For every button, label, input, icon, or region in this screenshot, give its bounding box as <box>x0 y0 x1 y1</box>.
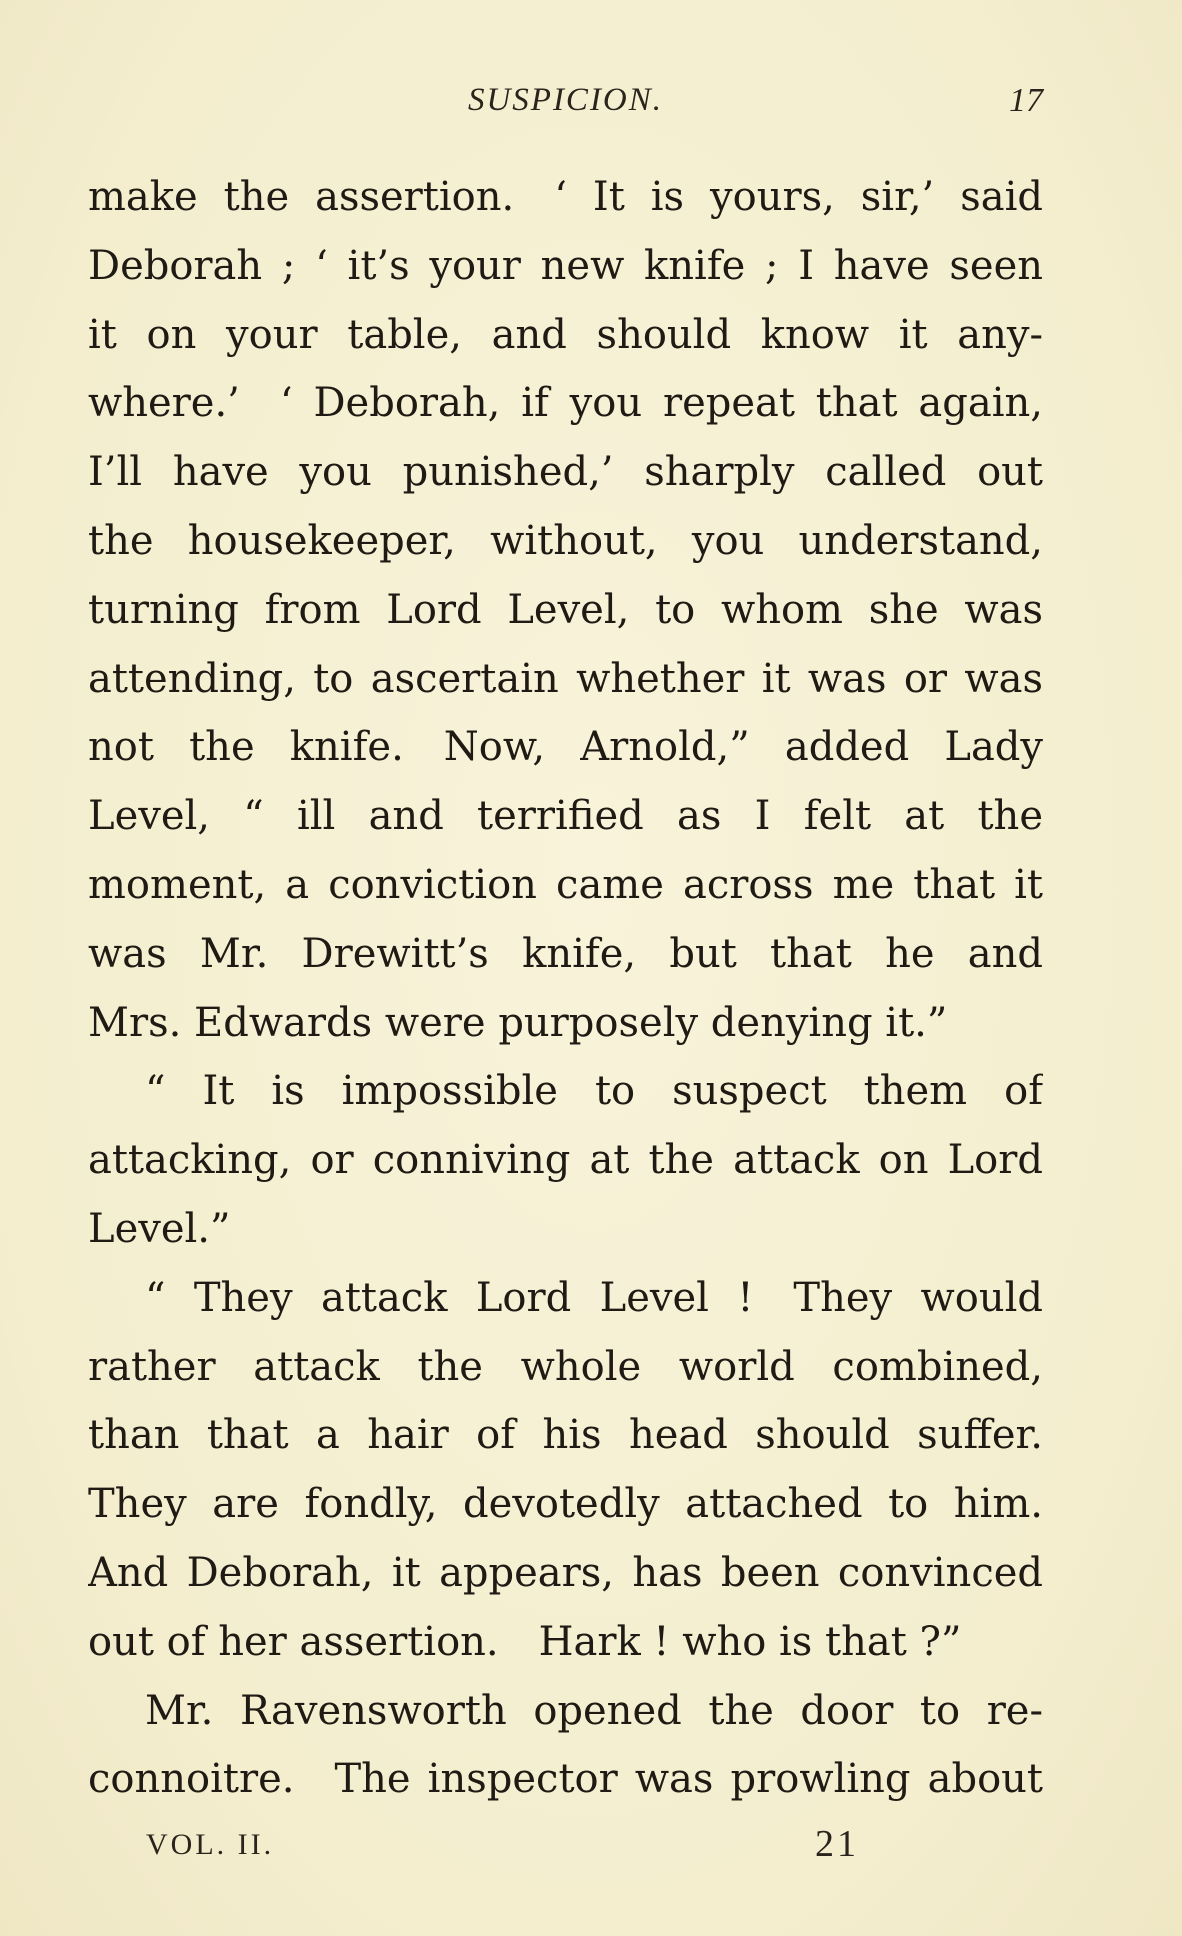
page-footer <box>88 1822 1043 1872</box>
text-line: rather attack the whole world combined, <box>88 1343 1043 1390</box>
text-line: turning from Lord Level, to whom she was <box>88 586 1043 633</box>
text-line: where.’ ‘ Deborah, if you repeat that again, <box>88 380 1043 427</box>
text-line: And Deborah, it appears, has been convinced <box>88 1549 1043 1596</box>
text-line: the housekeeper, without, you understand, <box>88 517 1043 564</box>
text-line: connoitre. The inspector was prowling about <box>88 1756 1043 1803</box>
text-line: Deborah ; ‘ it’s your new knife ; I have seen <box>88 242 1043 289</box>
text-line: was Mr. Drewitt’s knife, but that he and <box>88 930 1043 977</box>
page-header <box>88 82 1043 132</box>
signature-mark: 21 <box>815 1823 859 1865</box>
text-line: make the assertion. ‘ It is yours, sir,’ said <box>88 174 1043 220</box>
page-number: 17 <box>1009 82 1043 119</box>
text-line: it on your table, and should know it any- <box>88 311 1043 358</box>
running-head: SUSPICION. <box>467 82 664 118</box>
text-line: They are fondly, devotedly attached to him. <box>88 1481 1043 1528</box>
text-line: Level, “ ill and terrified as I felt at the <box>88 793 1043 840</box>
text-line: “ It is impossible to suspect them of <box>145 1068 1043 1115</box>
body-text <box>88 163 1043 1814</box>
text-line: moment, a conviction came across me that it <box>88 861 1043 908</box>
text-line: attending, to ascertain whether it was or was <box>88 655 1043 702</box>
text-line: I’ll have you punished,’ sharply called out <box>88 449 1043 496</box>
text-line: attacking, or conniving at the attack on Lord <box>88 1137 1043 1184</box>
text-line: Level.” <box>88 1205 231 1252</box>
text-line: Mr. Ravensworth opened the door to re- <box>145 1687 1043 1734</box>
volume-label: VOL. II. <box>146 1828 275 1861</box>
text-line: than that a hair of his head should suffer. <box>88 1412 1043 1459</box>
text-line: not the knife. Now, Arnold,” added Lady <box>88 724 1043 771</box>
text-line: out of her assertion. Hark ! who is that ?” <box>88 1618 962 1665</box>
text-line: Mrs. Edwards were purposely denying it.” <box>88 999 948 1046</box>
text-line: “ They attack Lord Level ! They would <box>145 1274 1043 1321</box>
